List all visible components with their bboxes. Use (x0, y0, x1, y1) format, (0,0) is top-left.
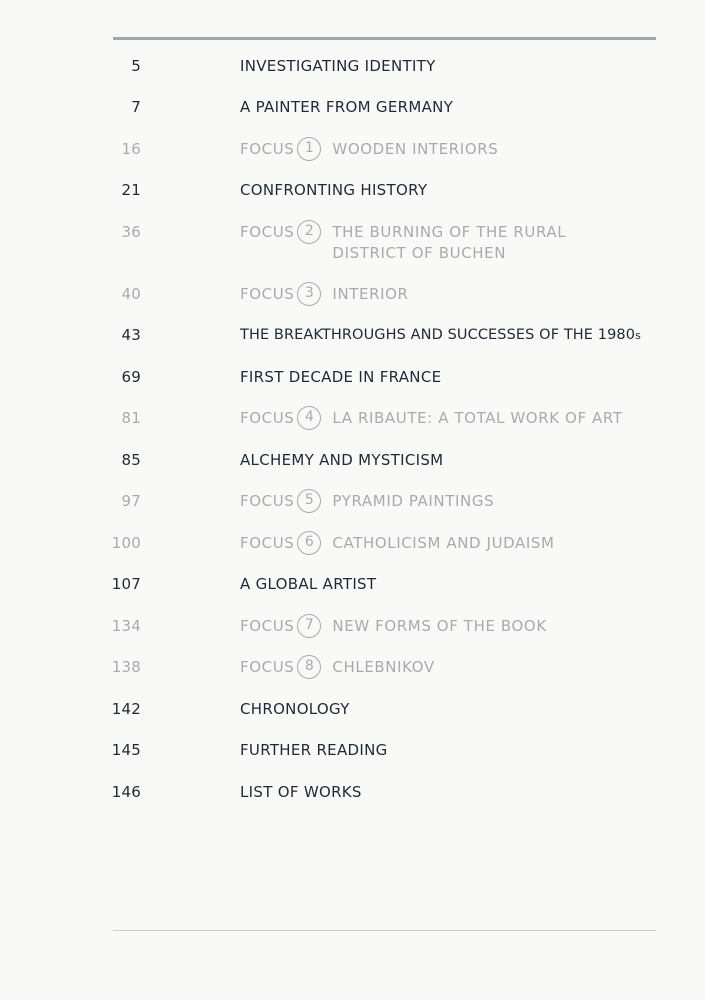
focus-label: FOCUS (240, 285, 295, 303)
toc-entry[interactable] (0, 325, 705, 349)
toc-entry[interactable] (0, 699, 705, 723)
toc-focus-entry[interactable] (0, 657, 705, 681)
toc-page-number: 97 (121, 492, 141, 510)
focus-number-circle: 4 (297, 406, 321, 430)
toc-focus-entry[interactable] (0, 491, 705, 515)
toc-focus-entry[interactable] (0, 533, 705, 557)
focus-number-circle: 5 (297, 489, 321, 513)
toc-focus-entry[interactable] (0, 222, 705, 266)
toc-page-number: 40 (121, 285, 141, 303)
toc-chapter-title: FURTHER READING (240, 741, 388, 759)
toc-chapter-title: A GLOBAL ARTIST (240, 575, 377, 593)
toc-page-number: 145 (111, 741, 141, 759)
toc-chapter-title: INVESTIGATING IDENTITY (240, 57, 436, 75)
toc-page-number: 21 (121, 181, 141, 199)
toc-focus-entry[interactable] (0, 284, 705, 308)
toc-chapter-title: A PAINTER FROM GERMANY (240, 98, 454, 116)
toc-chapter-title-suffix: s (635, 329, 641, 342)
toc-entry[interactable] (0, 782, 705, 806)
toc-page-number: 81 (121, 409, 141, 427)
focus-title: CATHOLICISM AND JUDAISM (332, 534, 555, 552)
focus-number-circle: 7 (297, 614, 321, 638)
toc-focus-entry[interactable] (0, 139, 705, 163)
toc-chapter-title: ALCHEMY AND MYSTICISM (240, 451, 444, 469)
toc-chapter-title: LIST OF WORKS (240, 783, 362, 801)
focus-number-circle: 6 (297, 531, 321, 555)
focus-label: FOCUS (240, 658, 295, 676)
focus-label: FOCUS (240, 140, 295, 158)
toc-page-number: 85 (121, 451, 141, 469)
toc-entry[interactable] (0, 740, 705, 764)
toc-chapter-title: THE BREAKTHROUGHS AND SUCCESSES OF THE 1980 (240, 327, 636, 343)
toc-chapter-title: CONFRONTING HISTORY (240, 181, 428, 199)
focus-number-circle: 1 (297, 137, 321, 161)
toc-page-number: 134 (111, 617, 141, 635)
toc-entry[interactable] (0, 574, 705, 598)
toc-page-number: 138 (111, 658, 141, 676)
focus-label: FOCUS (240, 409, 295, 427)
focus-number-circle: 8 (297, 655, 321, 679)
toc-page-number: 5 (131, 57, 141, 75)
focus-label: FOCUS (240, 492, 295, 510)
toc-page-number: 107 (111, 575, 141, 593)
toc-page-number: 43 (121, 326, 141, 344)
bottom-rule (113, 930, 656, 931)
focus-title: LA RIBAUTE: A TOTAL WORK OF ART (332, 409, 623, 427)
toc-page-number: 7 (131, 98, 141, 116)
focus-title: WOODEN INTERIORS (332, 140, 499, 158)
focus-title: THE BURNING OF THE RURAL DISTRICT OF BUCHEN (332, 223, 567, 262)
toc-entry[interactable] (0, 97, 705, 121)
toc-page-number: 100 (111, 534, 141, 552)
toc-page-number: 142 (111, 700, 141, 718)
focus-label: FOCUS (240, 534, 295, 552)
focus-title: PYRAMID PAINTINGS (332, 492, 495, 510)
toc-page-number: 36 (121, 223, 141, 241)
toc-entry[interactable] (0, 180, 705, 204)
focus-label: FOCUS (240, 223, 295, 241)
toc-page-number: 16 (121, 140, 141, 158)
focus-title: NEW FORMS OF THE BOOK (332, 617, 547, 635)
toc-focus-entry[interactable] (0, 616, 705, 640)
toc-focus-entry[interactable] (0, 408, 705, 432)
toc-chapter-title: CHRONOLOGY (240, 700, 350, 718)
focus-label: FOCUS (240, 617, 295, 635)
toc-page-number: 69 (121, 368, 141, 386)
toc-page-number: 146 (111, 783, 141, 801)
toc-entry[interactable] (0, 450, 705, 474)
toc-entry[interactable] (0, 56, 705, 80)
focus-number-circle: 3 (297, 282, 321, 306)
toc-chapter-title: FIRST DECADE IN FRANCE (240, 368, 442, 386)
toc-entry[interactable] (0, 367, 705, 391)
focus-number-circle: 2 (297, 220, 321, 244)
focus-title: CHLEBNIKOV (332, 658, 435, 676)
focus-title: INTERIOR (332, 285, 409, 303)
